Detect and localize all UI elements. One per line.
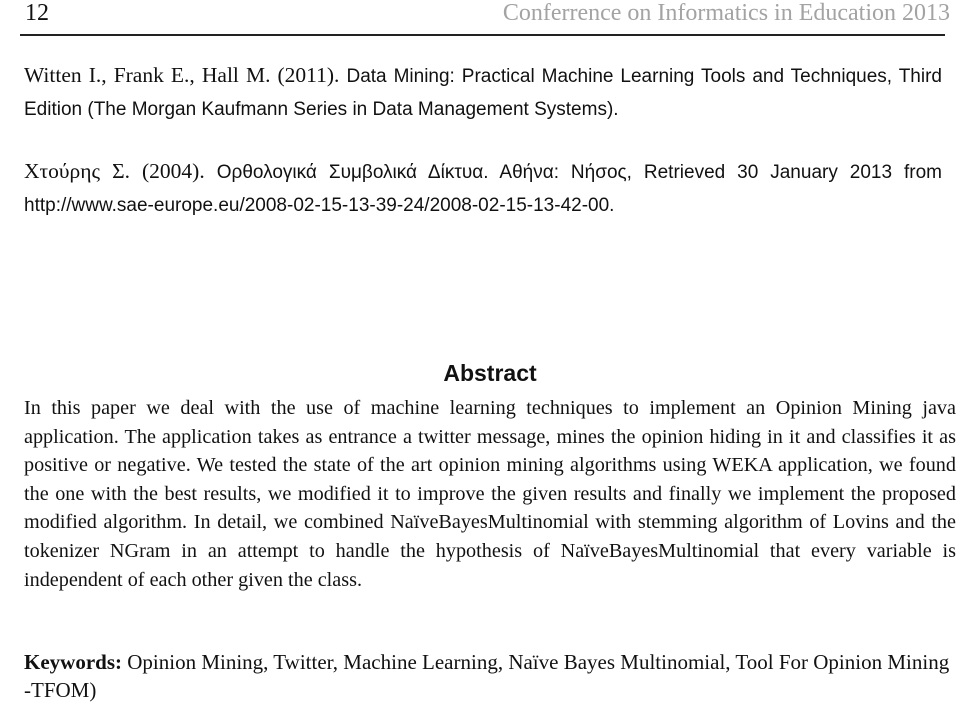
keywords-text: Opinion Mining, Twitter, Machine Learning, Naïve Bayes Multinomial, Tool For Opinion Mining -TFOM)	[24, 650, 950, 702]
abstract-heading: Abstract	[443, 360, 537, 386]
abstract-text: In this paper we deal with the use of machine learning techniques to implement an Opinion Mining java application. The application takes as entrance a twitter message, mines the opinion hiding in it and classifies it as positive or negative. We tested the state of the art opinion mining algorithms using WEKA application, we found the one with the best results, we modified it to improve the given results and finally we implement the proposed modified algorithm. In detail, we combined NaïveBayesMultinomial with stemming algorithm of Lovins and the tokenizer NGram in an attempt to handle the hypothesis of NaïveBayesMultinomial that every variable is independent of each other given the class.	[24, 397, 956, 591]
reference-authors: Witten I., Frank E., Hall M. (2011).	[24, 63, 347, 87]
running-header-title: Conferrence on Informatics in Education 2013	[502, 0, 950, 26]
reference-authors: Χτούρης Σ. (2004).	[24, 159, 217, 183]
reference-item	[24, 156, 942, 221]
abstract-section	[24, 358, 956, 594]
page-header	[20, 0, 950, 29]
keywords-paragraph	[24, 648, 954, 704]
page-number: 12	[25, 0, 49, 26]
reference-details: Data Mining: Practical Machine Learning Tools and Techniques, Third Edition (The Morgan Kaufmann Series in Data Management Systems).	[24, 66, 942, 120]
references-list	[24, 60, 942, 221]
header-rule	[20, 34, 945, 36]
reference-details: Ορθολογικά Συμβολικά Δίκτυα. Αθήνα: Νήσος, Retrieved 30 January 2013 from http://www.sae-europe.eu/2008-02-15-13-39-24/2008-02-15-13-42-00.	[24, 162, 943, 216]
reference-item	[24, 60, 942, 125]
keywords-label: Keywords:	[24, 650, 122, 674]
